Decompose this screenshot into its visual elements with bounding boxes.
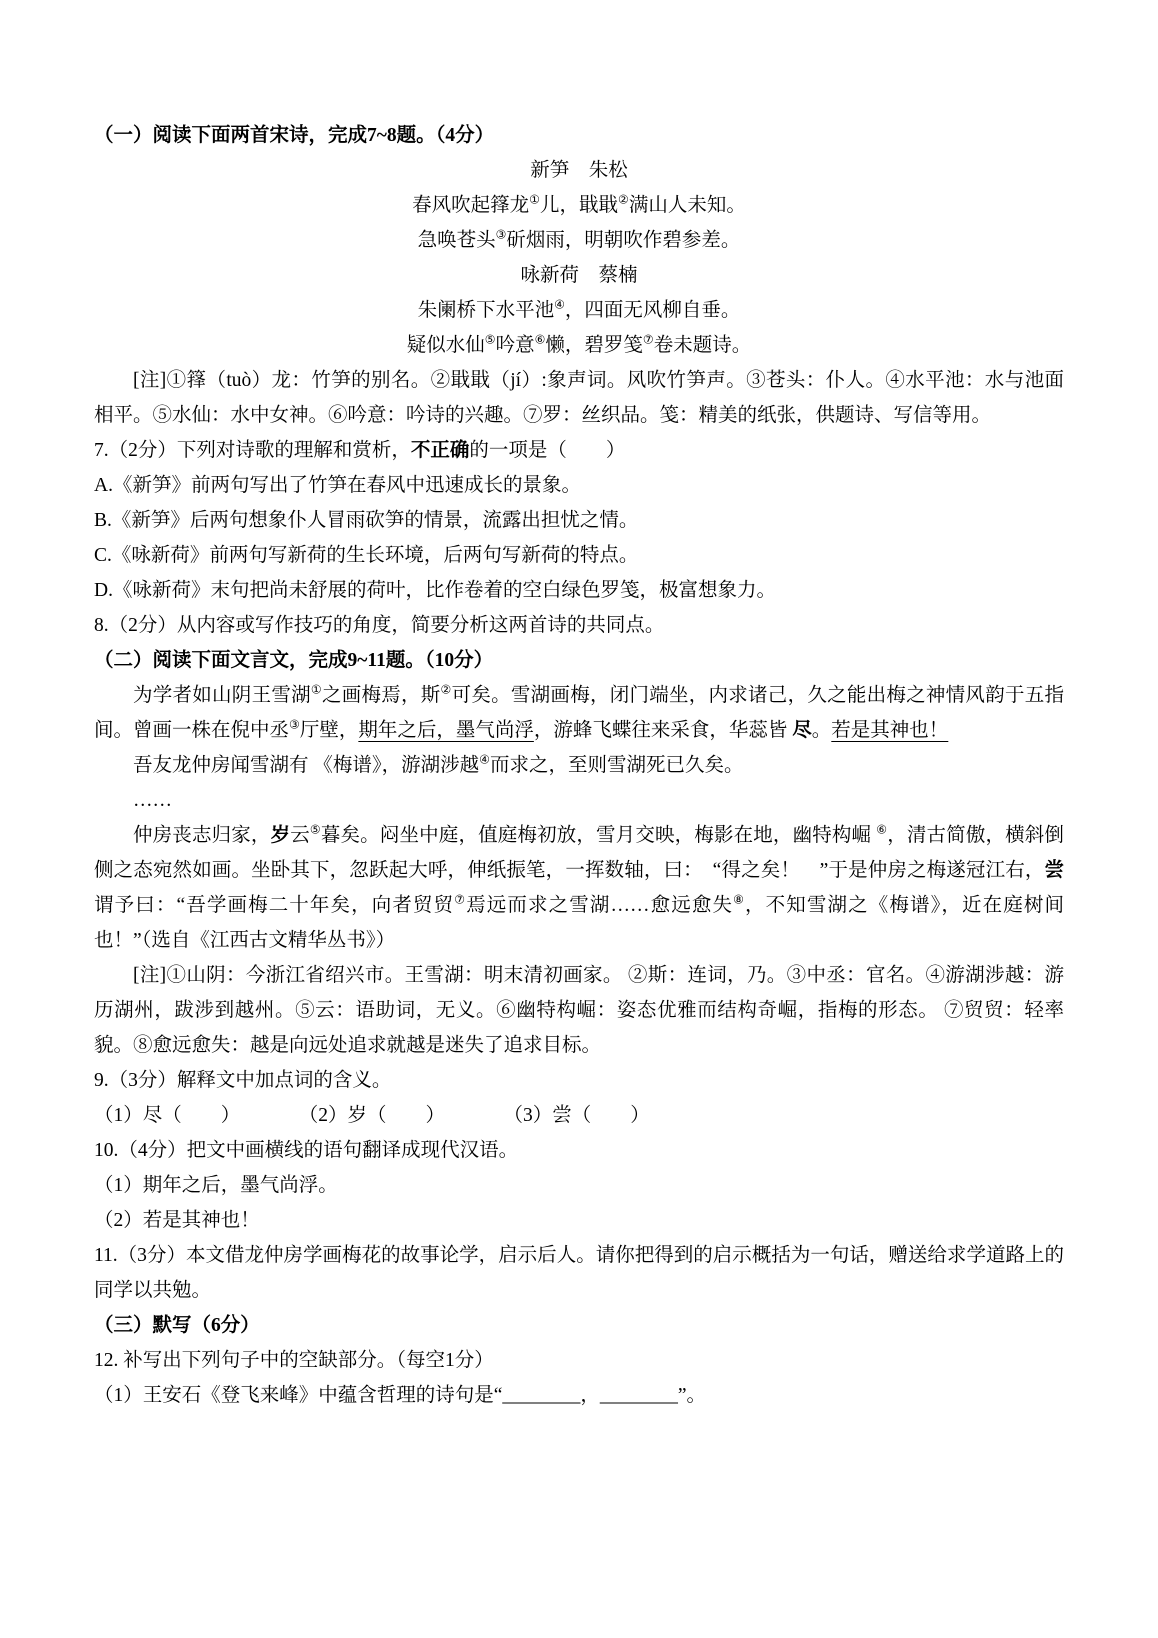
text-segment: 卷未题诗。 bbox=[653, 335, 752, 356]
text-segment: 可矣。雪湖画梅，闭门端坐，内求诸己，久之能出梅之神情风韵于五指间。曾画一株在倪中丞 bbox=[94, 685, 1064, 741]
text-segment: ，清古简傲，横斜倒侧之态宛然如画。坐卧其下，忽跃起大呼，伸纸振笔，一挥数轴，曰： “得之矣！ ”于是仲房之梅遂冠江右， bbox=[94, 825, 1064, 881]
question-12 bbox=[94, 1343, 1064, 1378]
note-ref: ⑦ bbox=[454, 892, 467, 907]
text-segment: 春风吹起箨龙 bbox=[412, 195, 530, 216]
text-segment: D.《咏新荷》末句把尚未舒展的荷叶，比作卷着的空白绿色罗笺，极富想象力。 bbox=[94, 580, 776, 601]
text-segment: 若是其神也！ bbox=[831, 720, 949, 741]
text-segment: 7.（2分）下列对诗歌的理解和赏析， bbox=[94, 440, 411, 461]
question-10-item-2 bbox=[94, 1203, 1064, 1238]
question-7 bbox=[94, 433, 1064, 468]
text-segment: 咏新荷 蔡楠 bbox=[520, 265, 638, 286]
text-segment: （一）阅读下面两首宋诗，完成7~8题。（4分） bbox=[94, 125, 495, 146]
text-segment: C.《咏新荷》前两句写新荷的生长环境，后两句写新荷的特点。 bbox=[94, 545, 639, 566]
question-9 bbox=[94, 1063, 1064, 1098]
question-12-item-1 bbox=[94, 1378, 1064, 1413]
text-segment: 不正确 bbox=[410, 440, 470, 461]
question-8 bbox=[94, 608, 1064, 643]
question-10-item-1 bbox=[94, 1168, 1064, 1203]
note-ref: ⑤ bbox=[309, 822, 321, 837]
text-segment: A.《新笋》前两句写出了竹笋在春风中迅速成长的景象。 bbox=[94, 475, 581, 496]
text-segment: 之画梅焉，斯 bbox=[321, 685, 441, 706]
text-segment: 尝 bbox=[1044, 860, 1064, 881]
question-10 bbox=[94, 1133, 1064, 1168]
text-segment: …… bbox=[133, 790, 172, 811]
question-7-option-c bbox=[94, 538, 1064, 573]
note-ref: ⑦ bbox=[642, 332, 654, 347]
classical-text-para-3 bbox=[94, 818, 1064, 958]
note-ref: ⑥ bbox=[534, 332, 546, 347]
text-segment: 。 bbox=[811, 720, 832, 741]
note-ref: ③ bbox=[495, 227, 507, 242]
text-segment: 厅壁， bbox=[299, 720, 359, 741]
note-ref: ① bbox=[529, 192, 540, 207]
poem-1-title bbox=[94, 153, 1064, 188]
text-segment: 吟意 bbox=[495, 335, 535, 356]
question-7-option-b bbox=[94, 503, 1064, 538]
text-segment: （二）阅读下面文言文，完成9~11题。（10分） bbox=[94, 650, 494, 671]
note-ref: ① bbox=[310, 682, 322, 697]
text-segment: （1）尽（ ） （2）岁（ ） （3）尝（ ） bbox=[94, 1105, 650, 1126]
ellipsis-line bbox=[94, 783, 1064, 818]
text-segment: 焉远而求之雪湖……愈远愈失 bbox=[466, 895, 734, 916]
text-segment: 仲房丧志归家， bbox=[133, 825, 271, 846]
note-ref: ② bbox=[618, 192, 629, 207]
text-segment: [注]①箨（tuò）龙：竹笋的别名。②戢戢（jí）:象声词。风吹竹笋声。③苍头：仆人。④水平池：水与池面相平。⑤水仙：水中女神。⑥吟意：吟诗的兴趣。⑦罗：丝织品。笺：精美的纸张，供题诗、写信等用。 bbox=[94, 370, 1064, 426]
text-segment: 尽 bbox=[792, 720, 812, 741]
poem-notes bbox=[94, 363, 1064, 433]
question-7-option-a bbox=[94, 468, 1064, 503]
note-ref: ④ bbox=[479, 752, 490, 767]
text-segment: （1）期年之后，墨气尚浮。 bbox=[94, 1175, 338, 1196]
text-segment: 而求之，至则雪湖死已久矣。 bbox=[489, 755, 744, 776]
text-segment: 9.（3分）解释文中加点词的含义。 bbox=[94, 1070, 392, 1091]
text-segment: 暮矣。闷坐中庭，值庭梅初放，雪月交映，梅影在地，幽特构崛 bbox=[320, 825, 877, 846]
text-segment: 吾友龙仲房闻雪湖有 《梅谱》，游湖涉越 bbox=[133, 755, 480, 776]
text-segment: 新笋 朱松 bbox=[530, 160, 628, 181]
text-segment: 疑似水仙 bbox=[406, 335, 485, 356]
text-segment: B.《新笋》后两句想象仆人冒雨砍笋的情景，流露出担忧之情。 bbox=[94, 510, 639, 531]
text-segment: 满山人未知。 bbox=[628, 195, 746, 216]
text-segment: （2）若是其神也！ bbox=[94, 1210, 260, 1231]
poem-2-title bbox=[94, 258, 1064, 293]
note-ref: ③ bbox=[289, 717, 300, 732]
document-body bbox=[94, 118, 1064, 1413]
text-segment: 云 bbox=[290, 825, 310, 846]
classical-text-para-2 bbox=[94, 748, 1064, 783]
text-segment: 8.（2分）从内容或写作技巧的角度，简要分析这两首诗的共同点。 bbox=[94, 615, 665, 636]
poem-1-line-1 bbox=[94, 188, 1064, 223]
note-ref: ⑤ bbox=[484, 332, 496, 347]
section-1-heading bbox=[94, 118, 1064, 153]
poem-2-line-1 bbox=[94, 293, 1064, 328]
text-segment: 儿，戢戢 bbox=[539, 195, 618, 216]
text-segment: 岁 bbox=[270, 825, 291, 846]
text-segment: （1）王安石《登飞来峰》中蕴含哲理的诗句是“________，________”。 bbox=[94, 1385, 707, 1406]
text-segment: 懒，碧罗笺 bbox=[545, 335, 643, 356]
poem-2-line-2 bbox=[94, 328, 1064, 363]
text-segment: ，不知雪湖之《梅谱》，近在庭树间也！”（选自《江西古文精华丛书》） bbox=[94, 895, 1065, 951]
text-segment: 朱阑桥下水平池 bbox=[417, 300, 555, 321]
text-segment: 11.（3分）本文借龙仲房学画梅花的故事论学，启示后人。请你把得到的启示概括为一句话，赠送给求学道路上的同学以共勉。 bbox=[94, 1245, 1064, 1301]
section-2-heading bbox=[94, 643, 1064, 678]
question-11 bbox=[94, 1238, 1064, 1308]
text-segment: 急唤苍头 bbox=[417, 230, 496, 251]
text-segment: 12. 补写出下列句子中的空缺部分。（每空1分） bbox=[94, 1350, 494, 1371]
question-9-items bbox=[94, 1098, 1064, 1133]
text-segment: [注]①山阴：今浙江省绍兴市。王雪湖：明末清初画家。 ②斯：连词，乃。③中丞：官名。④游湖涉越：游历湖州，跋涉到越州。⑤云：语助词，无义。⑥幽特构崛：姿态优雅而结构奇崛，指梅的形态。 ⑦贸贸：轻率貌。⑧愈远愈失：越是向远处追求就越是迷失了追求目标。 bbox=[94, 965, 1064, 1056]
text-segment: 斫烟雨，明朝吹作碧参差。 bbox=[506, 230, 741, 251]
classical-notes bbox=[94, 958, 1064, 1063]
text-segment: ，游蜂飞蝶往来采食，华蕊皆 bbox=[533, 720, 793, 741]
text-segment: 为学者如山阴王雪湖 bbox=[133, 685, 311, 706]
text-segment: 期年之后，墨气尚浮 bbox=[358, 720, 534, 741]
text-segment: 10.（4分）把文中画横线的语句翻译成现代汉语。 bbox=[94, 1140, 519, 1161]
question-7-option-d bbox=[94, 573, 1064, 608]
note-ref: ④ bbox=[554, 297, 565, 312]
note-ref: ② bbox=[440, 682, 452, 697]
text-segment: ，四面无风柳自垂。 bbox=[564, 300, 741, 321]
text-segment: 谓予曰：“吾学画梅二十年矣，向者贸贸 bbox=[94, 895, 455, 916]
classical-text-para-1 bbox=[94, 678, 1064, 748]
poem-1-line-2 bbox=[94, 223, 1064, 258]
note-ref: ⑧ bbox=[733, 892, 746, 907]
text-segment: 的一项是（ ） bbox=[469, 440, 626, 461]
section-3-heading bbox=[94, 1308, 1064, 1343]
note-ref: ⑥ bbox=[876, 822, 888, 837]
text-segment: （三）默写（6分） bbox=[94, 1315, 260, 1336]
